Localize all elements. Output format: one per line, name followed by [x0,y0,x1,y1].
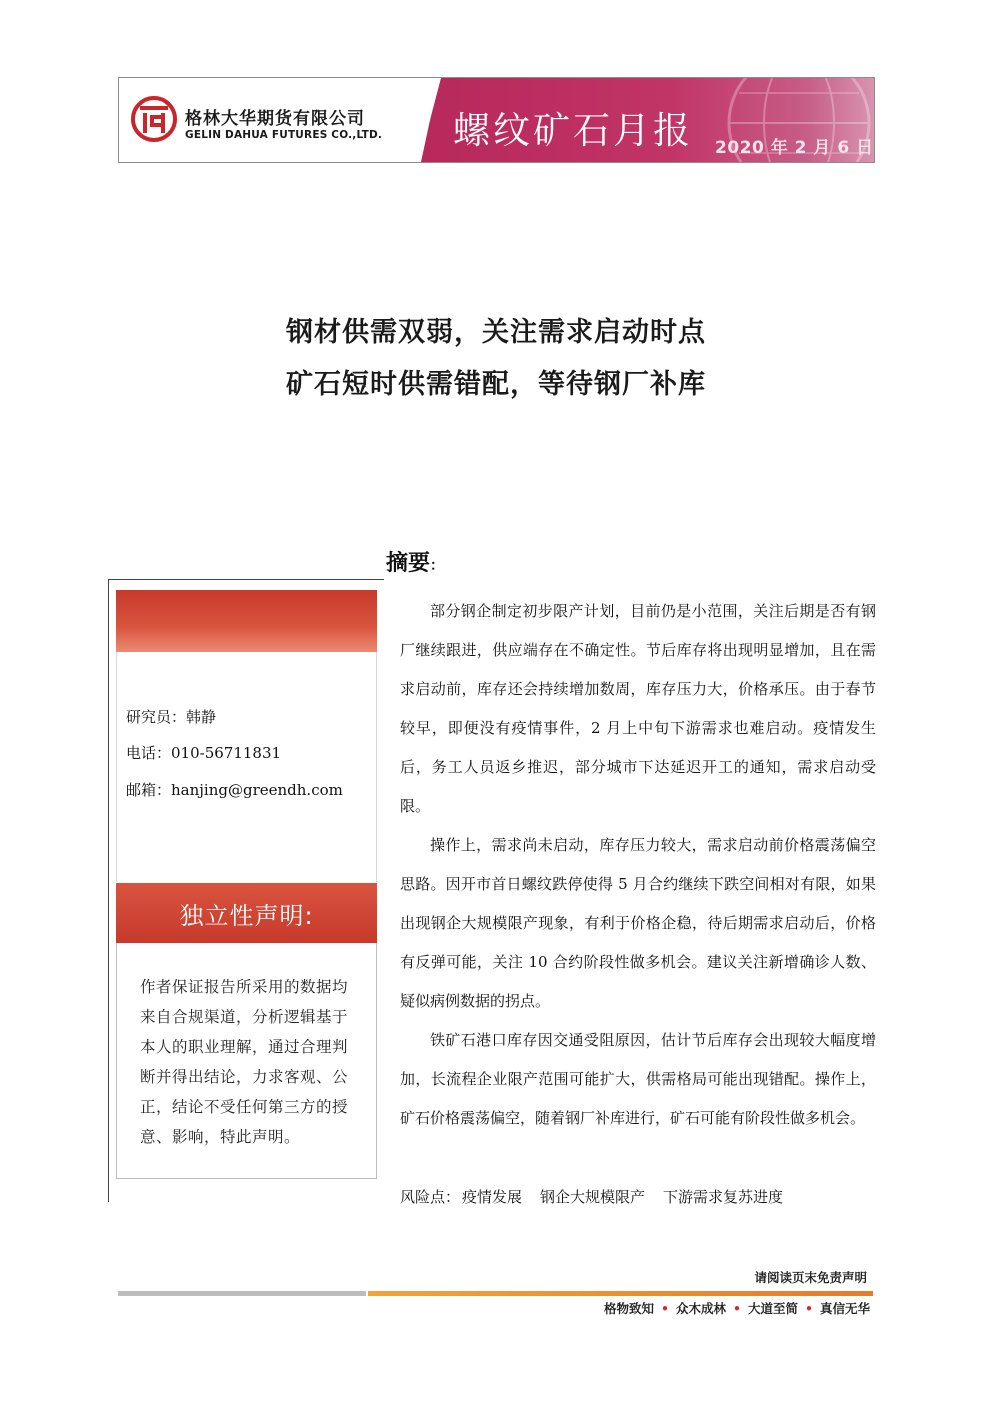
company-name-en: GELIN DAHUA FUTURES CO.,LTD. [185,129,383,141]
brand-block [119,78,419,162]
slogan: 格物致知 [603,1301,654,1316]
company-name-cn: 格林大华期货有限公司 [185,109,365,129]
abstract-heading-text: 摘要 [386,551,431,576]
footer-bar-orange [368,1291,873,1296]
abstract-paragraph: 铁矿石港口库存因交通受阻原因，估计节后库存会出现较大幅度增加，长流程企业限产范围可能扩大，供需格局可能出现错配。操作上，矿石价格震荡偏空，随着钢厂补库进行，矿石可能有阶段性做多机会。 [400,1031,876,1127]
researcher-phone: 电话：010-56711831 [126,744,282,762]
bullet-dot-icon: • [804,1301,813,1316]
sidebar-red-header [116,590,377,652]
footer-bar-gray [118,1291,366,1296]
bullet-dot-icon: • [732,1301,741,1316]
risk-points [400,1186,801,1207]
independence-title: 独立性声明: [179,902,314,930]
report-date: 2020 年 2 月 6 日 [715,138,874,158]
risk-label: 风险点： [400,1188,461,1206]
abstract-body [400,592,876,1138]
abstract-heading-colon: ： [430,558,445,574]
risk-item: 下游需求复苏进度 [663,1188,784,1206]
abstract-paragraph: 操作上，需求尚未启动，库存压力较大，需求启动前价格震荡偏空思路。因开市首日螺纹跌停使得 5 月合约继续下跌空间相对有限，如果出现钢企大规模限产现象，有利于价格企稳，待后期需求启动后，价格有反弹可能，关注 10 合约阶段性做多机会。建议关注新增确诊人数、疑似病例数据的拐点。 [400,836,876,1010]
report-title: 螺纹矿石月报 [453,109,693,152]
headline-line-1: 钢材供需双弱，关注需求启动时点 [286,317,706,348]
footer-slogans [604,1299,870,1317]
bullet-dot-icon: • [660,1301,669,1316]
disclaimer-note: 请阅读页末免责声明 [754,1270,867,1285]
slogan: 众木成林 [675,1301,726,1316]
headline-line-2: 矿石短时供需错配，等待钢厂补库 [286,369,706,400]
risk-item: 疫情发展 [462,1188,523,1206]
slogan: 大道至简 [747,1301,798,1316]
abstract-paragraph: 部分钢企制定初步限产计划，目前仍是小范围，关注后期是否有钢厂继续跟进，供应端存在不确定性。节后库存将出现明显增加，且在需求启动前，库存还会持续增加数周，库存压力大，价格承压。由于春节较早，即便没有疫情事件，2 月上中旬下游需求也难启动。疫情发生后，务工人员返乡推迟，部分城市下达延迟开工的通知，需求启动受限。 [400,602,876,815]
independence-declaration: 作者保证报告所采用的数据均来自合规渠道，分析逻辑基于本人的职业理解，通过合理判断并得出结论，力求客观、公正，结论不受任何第三方的授意、影响，特此声明。 [140,978,349,1146]
researcher-email: 邮箱：hanjing@greendh.com [126,781,343,799]
researcher-info-box [116,652,377,882]
abstract-heading [386,546,444,577]
slogan: 真信无华 [819,1301,870,1316]
risk-item: 钢企大规模限产 [540,1188,646,1206]
company-logo-icon [131,96,177,142]
report-header [118,77,875,163]
researcher-name: 研究员：韩静 [126,708,217,726]
